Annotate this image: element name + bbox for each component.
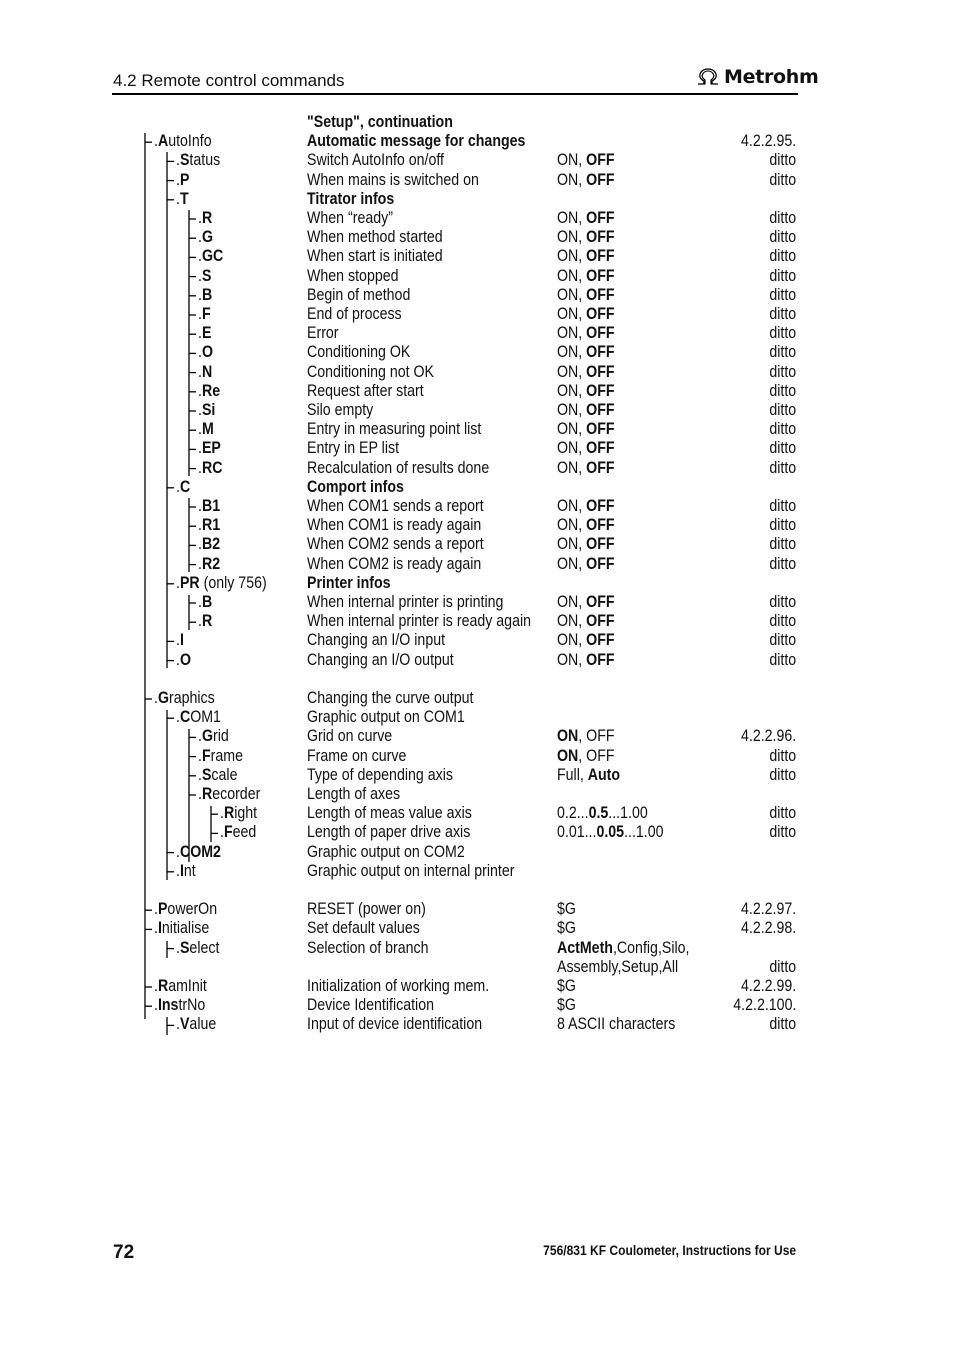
section-reference: ditto bbox=[769, 823, 796, 842]
table-row bbox=[0, 689, 954, 708]
command-description: Input of device identification bbox=[307, 1015, 483, 1034]
command-name: .RC bbox=[198, 458, 223, 477]
table-row bbox=[0, 939, 954, 958]
command-description: End of process bbox=[307, 305, 402, 323]
command-description: When COM2 sends a report bbox=[307, 535, 484, 554]
table-row bbox=[0, 190, 954, 209]
section-reference: ditto bbox=[769, 1015, 796, 1034]
command-description: Graphic output on COM2 bbox=[307, 842, 465, 861]
section-reference: ditto bbox=[769, 957, 796, 976]
command-name: .Feed bbox=[220, 823, 257, 842]
command-description: When stopped bbox=[307, 266, 399, 285]
command-values: ON, OFF bbox=[557, 650, 615, 669]
command-values: ON, OFF bbox=[557, 746, 615, 765]
command-values: ON, OFF bbox=[557, 170, 615, 189]
command-values: 8 ASCII characters bbox=[557, 1015, 676, 1034]
command-name: .C bbox=[176, 477, 191, 496]
command-description: Comport infos bbox=[307, 477, 404, 496]
command-name: .B2 bbox=[198, 535, 221, 554]
command-description: Conditioning not OK bbox=[307, 362, 435, 381]
section-reference: ditto bbox=[769, 151, 796, 170]
command-name: .R bbox=[198, 209, 213, 227]
section-reference: ditto bbox=[769, 362, 796, 381]
table-row bbox=[0, 305, 954, 324]
command-name: .B bbox=[198, 593, 213, 611]
command-name: .Right bbox=[220, 804, 258, 823]
table-row bbox=[0, 171, 954, 190]
command-name: .Select bbox=[176, 938, 220, 957]
command-values: ON, OFF bbox=[557, 612, 615, 631]
command-description: Changing an I/O input bbox=[307, 631, 446, 650]
command-name: .Recorder bbox=[198, 785, 261, 803]
table-row bbox=[0, 631, 954, 650]
section-reference: ditto bbox=[769, 746, 796, 765]
section-title: 4.2 Remote control commands bbox=[113, 71, 345, 90]
command-description: Length of axes bbox=[307, 785, 401, 803]
table-row bbox=[0, 151, 954, 170]
table-row bbox=[0, 996, 954, 1015]
table-row bbox=[0, 439, 954, 458]
table-row bbox=[0, 862, 954, 881]
section-reference: ditto bbox=[769, 765, 796, 784]
command-values: ON, OFF bbox=[557, 401, 615, 419]
command-description: Entry in measuring point list bbox=[307, 420, 482, 439]
section-reference: ditto bbox=[769, 593, 796, 611]
command-values: ON, OFF bbox=[557, 458, 615, 477]
command-values: ON, OFF bbox=[557, 497, 615, 515]
command-name: .R1 bbox=[198, 516, 221, 535]
section-reference: ditto bbox=[769, 266, 796, 285]
command-description: Length of meas value axis bbox=[307, 804, 472, 823]
command-values: ON, OFF bbox=[557, 305, 615, 323]
section-reference: ditto bbox=[769, 209, 796, 227]
command-description: Selection of branch bbox=[307, 938, 429, 957]
table-row bbox=[0, 766, 954, 785]
table-row bbox=[0, 420, 954, 439]
command-description: Initialization of working mem. bbox=[307, 977, 490, 995]
page-number: 72 bbox=[113, 1242, 135, 1263]
command-name: .Value bbox=[176, 1015, 217, 1034]
command-name: .R2 bbox=[198, 554, 221, 573]
table-row bbox=[0, 612, 954, 631]
table-row bbox=[0, 574, 954, 593]
section-reference: ditto bbox=[769, 401, 796, 419]
command-name: .Int bbox=[176, 861, 196, 880]
section-reference: ditto bbox=[769, 285, 796, 304]
command-name: .O bbox=[176, 650, 191, 669]
command-values: ON, OFF bbox=[557, 343, 615, 362]
command-name: .Si bbox=[198, 401, 216, 419]
table-row bbox=[0, 459, 954, 478]
table-row bbox=[0, 267, 954, 286]
section-reference: ditto bbox=[769, 497, 796, 515]
table-row bbox=[0, 708, 954, 727]
command-values: ON, OFF bbox=[557, 593, 615, 611]
command-description: When mains is switched on bbox=[307, 170, 479, 189]
table-row bbox=[0, 919, 954, 938]
command-description: Length of paper drive axis bbox=[307, 823, 471, 842]
command-description: RESET (power on) bbox=[307, 900, 426, 919]
command-values: Full, Auto bbox=[557, 765, 621, 784]
table-row bbox=[0, 113, 954, 132]
command-description: Titrator infos bbox=[307, 189, 395, 208]
command-values: $G bbox=[557, 919, 576, 938]
command-name: .Frame bbox=[198, 746, 243, 765]
command-name: .EP bbox=[198, 439, 221, 458]
section-reference: ditto bbox=[769, 612, 796, 631]
table-row bbox=[0, 132, 954, 151]
table-row bbox=[0, 286, 954, 305]
command-description: Silo empty bbox=[307, 401, 374, 419]
command-description: Begin of method bbox=[307, 285, 411, 304]
command-values: ON, OFF bbox=[557, 266, 615, 285]
table-row bbox=[0, 1015, 954, 1034]
command-description: "Setup", continuation bbox=[307, 113, 453, 131]
command-name: .E bbox=[198, 324, 212, 343]
table-row bbox=[0, 228, 954, 247]
document-title: 756/831 KF Coulometer, Instructions for Use bbox=[543, 1242, 796, 1258]
command-name: .PowerOn bbox=[154, 900, 218, 919]
table-row bbox=[0, 343, 954, 362]
command-description: Set default values bbox=[307, 919, 420, 938]
command-name: .P bbox=[176, 170, 190, 189]
table-row bbox=[0, 324, 954, 343]
table-row bbox=[0, 670, 954, 689]
section-reference: ditto bbox=[769, 516, 796, 535]
command-description: When start is initiated bbox=[307, 247, 443, 266]
command-description: Changing the curve output bbox=[307, 689, 474, 707]
section-reference: ditto bbox=[769, 305, 796, 323]
table-row bbox=[0, 843, 954, 862]
command-values: 0.01...0.05...1.00 bbox=[557, 823, 664, 842]
command-description: When COM2 is ready again bbox=[307, 554, 482, 573]
command-values: ON, OFF bbox=[557, 439, 615, 458]
command-name: .Scale bbox=[198, 765, 238, 784]
table-row bbox=[0, 593, 954, 612]
header-rule bbox=[112, 93, 798, 95]
table-row bbox=[0, 977, 954, 996]
command-values: $G bbox=[557, 977, 576, 995]
command-description: When internal printer is printing bbox=[307, 593, 504, 611]
command-description: Error bbox=[307, 324, 339, 343]
command-name: .Re bbox=[198, 381, 221, 400]
section-reference: ditto bbox=[769, 650, 796, 669]
table-row bbox=[0, 881, 954, 900]
command-description: Printer infos bbox=[307, 573, 391, 592]
command-description: When COM1 sends a report bbox=[307, 497, 484, 515]
table-row bbox=[0, 727, 954, 746]
table-row bbox=[0, 516, 954, 535]
command-values: $G bbox=[557, 900, 576, 919]
command-values: ON, OFF bbox=[557, 535, 615, 554]
section-reference: ditto bbox=[769, 247, 796, 266]
command-values: ON, OFF bbox=[557, 631, 615, 650]
command-description: Graphic output on COM1 bbox=[307, 708, 465, 727]
command-description: Entry in EP list bbox=[307, 439, 400, 458]
command-description: Automatic message for changes bbox=[307, 132, 526, 151]
command-name: .M bbox=[198, 420, 214, 439]
section-reference: ditto bbox=[769, 420, 796, 439]
command-name: .O bbox=[198, 343, 213, 362]
logo-text: Metrohm bbox=[724, 66, 819, 88]
table-row bbox=[0, 900, 954, 919]
section-reference: ditto bbox=[769, 631, 796, 650]
section-reference: ditto bbox=[769, 439, 796, 458]
command-values: ON, OFF bbox=[557, 247, 615, 266]
table-row bbox=[0, 555, 954, 574]
command-name: .B1 bbox=[198, 497, 221, 515]
section-reference: ditto bbox=[769, 343, 796, 362]
command-name: .COM1 bbox=[176, 708, 221, 727]
command-name: .Grid bbox=[198, 727, 229, 746]
command-values: ON, OFF bbox=[557, 381, 615, 400]
table-row bbox=[0, 247, 954, 266]
table-row bbox=[0, 823, 954, 842]
command-name: .B bbox=[198, 285, 213, 304]
command-description: Conditioning OK bbox=[307, 343, 411, 362]
metrohm-logo bbox=[696, 66, 819, 88]
section-reference: 4.2.2.98. bbox=[740, 919, 796, 938]
table-row bbox=[0, 958, 954, 977]
command-values: ON, OFF bbox=[557, 727, 615, 746]
command-values: ON, OFF bbox=[557, 285, 615, 304]
command-description: When internal printer is ready again bbox=[307, 612, 532, 631]
command-name: .F bbox=[198, 305, 211, 323]
table-row bbox=[0, 535, 954, 554]
section-reference: ditto bbox=[769, 228, 796, 247]
command-description: When “ready” bbox=[307, 209, 393, 227]
command-name: .R bbox=[198, 612, 213, 631]
command-name: .RamInit bbox=[154, 977, 207, 995]
command-values: ON, OFF bbox=[557, 362, 615, 381]
command-values: ON, OFF bbox=[557, 324, 615, 343]
section-reference: ditto bbox=[769, 324, 796, 343]
command-description: Request after start bbox=[307, 381, 424, 400]
command-values: $G bbox=[557, 996, 576, 1015]
command-description: Type of depending axis bbox=[307, 765, 453, 784]
command-values: ON, OFF bbox=[557, 151, 615, 170]
section-reference: ditto bbox=[769, 554, 796, 573]
command-name: .GC bbox=[198, 247, 224, 266]
command-name: .PR (only 756) bbox=[176, 573, 267, 592]
command-description: Frame on curve bbox=[307, 746, 407, 765]
table-row bbox=[0, 651, 954, 670]
command-name: .Status bbox=[176, 151, 221, 170]
command-values: ON, OFF bbox=[557, 420, 615, 439]
command-description: Device Identification bbox=[307, 996, 434, 1015]
section-reference: 4.2.2.97. bbox=[740, 900, 796, 919]
table-row bbox=[0, 497, 954, 516]
command-description: Switch AutoInfo on/off bbox=[307, 151, 445, 170]
table-row bbox=[0, 747, 954, 766]
command-name: .InstrNo bbox=[154, 996, 206, 1015]
command-name: .N bbox=[198, 362, 213, 381]
command-description: Recalculation of results done bbox=[307, 458, 490, 477]
command-name: .I bbox=[176, 631, 184, 650]
table-row bbox=[0, 401, 954, 420]
section-reference: 4.2.2.96. bbox=[740, 727, 796, 746]
command-values: ON, OFF bbox=[557, 554, 615, 573]
section-reference: ditto bbox=[769, 804, 796, 823]
table-row bbox=[0, 363, 954, 382]
command-values: ON, OFF bbox=[557, 209, 615, 227]
section-reference: ditto bbox=[769, 458, 796, 477]
section-reference: ditto bbox=[769, 535, 796, 554]
table-row bbox=[0, 209, 954, 228]
table-row bbox=[0, 478, 954, 497]
table-row bbox=[0, 382, 954, 401]
command-description: Grid on curve bbox=[307, 727, 393, 746]
command-name: .S bbox=[198, 266, 212, 285]
section-reference: 4.2.2.99. bbox=[740, 977, 796, 995]
section-reference: 4.2.2.100. bbox=[732, 996, 796, 1015]
command-values: ActMeth,Config,Silo, bbox=[557, 938, 690, 957]
omega-icon bbox=[696, 68, 720, 86]
section-reference: ditto bbox=[769, 381, 796, 400]
command-values: ON, OFF bbox=[557, 228, 615, 247]
command-name: .COM2 bbox=[176, 842, 221, 861]
command-description: When method started bbox=[307, 228, 443, 247]
command-name: .T bbox=[176, 189, 189, 208]
table-row bbox=[0, 804, 954, 823]
section-reference: 4.2.2.95. bbox=[740, 132, 796, 151]
command-values: ON, OFF bbox=[557, 516, 615, 535]
table-row bbox=[0, 785, 954, 804]
command-description: When COM1 is ready again bbox=[307, 516, 482, 535]
command-description: Changing an I/O output bbox=[307, 650, 454, 669]
command-name: .AutoInfo bbox=[154, 132, 212, 151]
command-name: .G bbox=[198, 228, 213, 247]
command-name: .Initialise bbox=[154, 919, 210, 938]
command-values: 0.2...0.5...1.00 bbox=[557, 804, 648, 823]
command-description: Graphic output on internal printer bbox=[307, 861, 515, 880]
section-reference: ditto bbox=[769, 170, 796, 189]
command-name: .Graphics bbox=[154, 689, 215, 707]
command-values: Assembly,Setup,All bbox=[557, 957, 679, 976]
